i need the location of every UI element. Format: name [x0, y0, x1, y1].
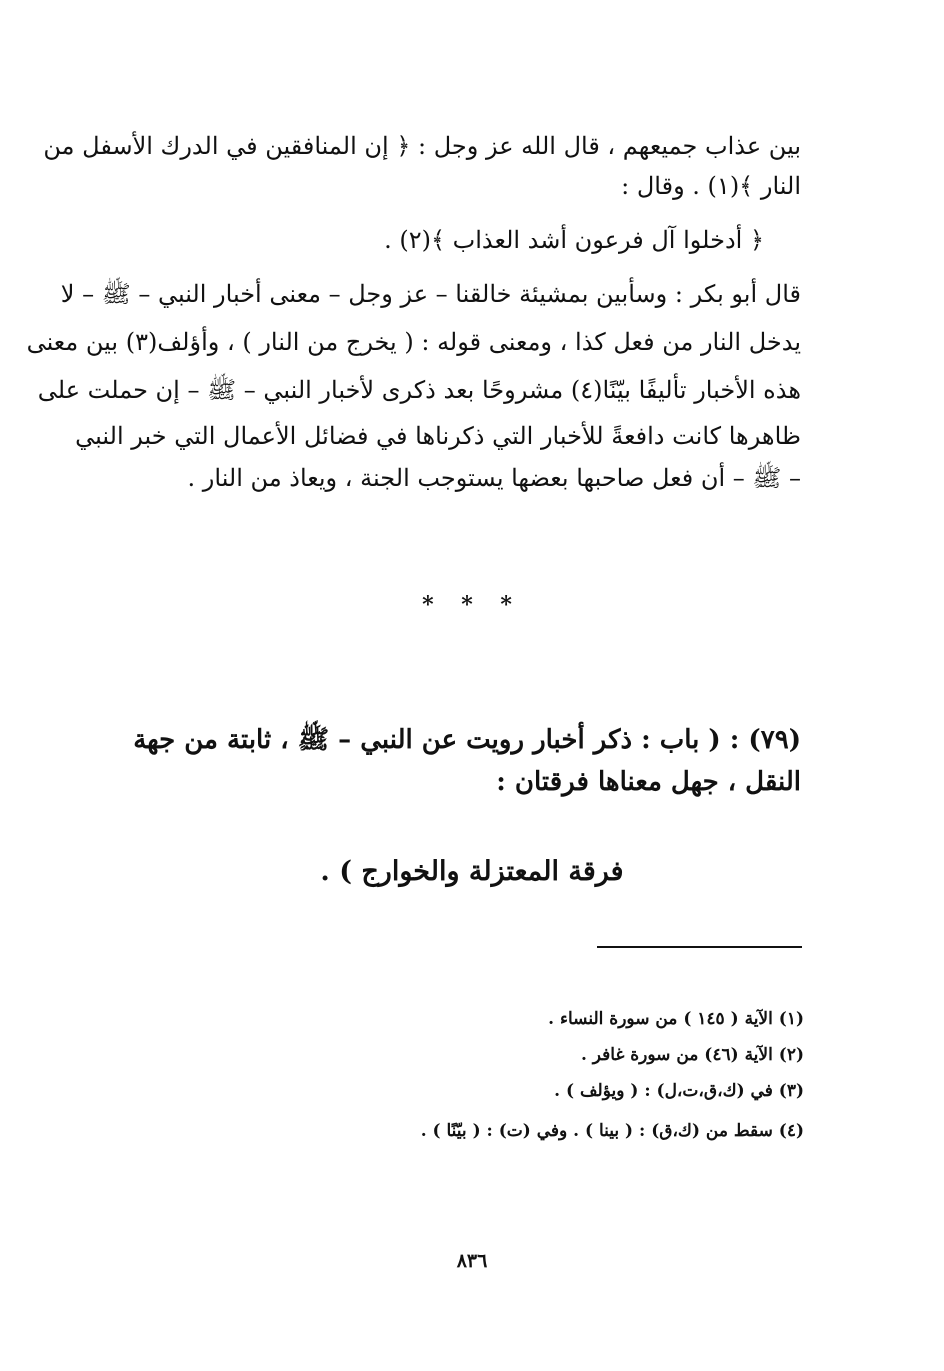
- footnote: (١) الآية ( ١٤٥ ) من سورة النساء .: [548, 1009, 804, 1029]
- body-line: قال أبو بكر : وسأبين بمشيئة خالقنا – عز وجل – معنى أخبار النبي – ﷺ – لا: [60, 280, 801, 308]
- footnote: (٣) في (ك،ق،ت،ل) : ( ويؤلف ) .: [554, 1081, 804, 1101]
- body-line: يدخل النار من فعل كذا ، ومعنى قوله : ( يخرج من النار ) ، وأؤلف(٣) بين معنى: [26, 328, 801, 356]
- quran-verse: ﴿ أدخلوا آل فرعون أشد العذاب ﴾(٢) .: [384, 226, 764, 254]
- chapter-subtitle: فرقة المعتزلة والخوارج ) .: [320, 856, 624, 887]
- section-separator: * * *: [422, 592, 522, 618]
- chapter-heading: النقل ، جهل معناها فرقتان :: [496, 767, 801, 797]
- chapter-heading: (٧٩) : ( باب : ذكر أخبار رويت عن النبي – ﷺ ، ثابتة من جهة: [133, 725, 801, 755]
- body-line: بين عذاب جميعهم ، قال الله عز وجل : ﴿ إن المنافقين في الدرك الأسفل من: [43, 132, 801, 160]
- footnote-divider: [597, 946, 802, 948]
- footnote: (٢) الآية (٤٦) من سورة غافر .: [580, 1045, 804, 1065]
- body-line: – ﷺ – أن فعل صاحبها بعضها يستوجب الجنة ، ويعاذ من النار .: [187, 464, 801, 492]
- body-line: النار ﴾(١) . وقال :: [621, 172, 801, 200]
- body-line: ظاهرها كانت دافعةً للأخبار التي ذكرناها في فضائل الأعمال التي خبر النبي: [75, 422, 801, 450]
- footnote: (٤) سقط من (ك،ق) : ( بينا ) . وفي (ت) : ( بيّنًا ) .: [420, 1121, 804, 1141]
- page-number: ٨٣٦: [456, 1250, 488, 1272]
- body-line: هذه الأخبار تأليفًا بيّنًا(٤) مشروحًا بعد ذكرى لأخبار النبي – ﷺ – إن حملت على: [37, 376, 801, 404]
